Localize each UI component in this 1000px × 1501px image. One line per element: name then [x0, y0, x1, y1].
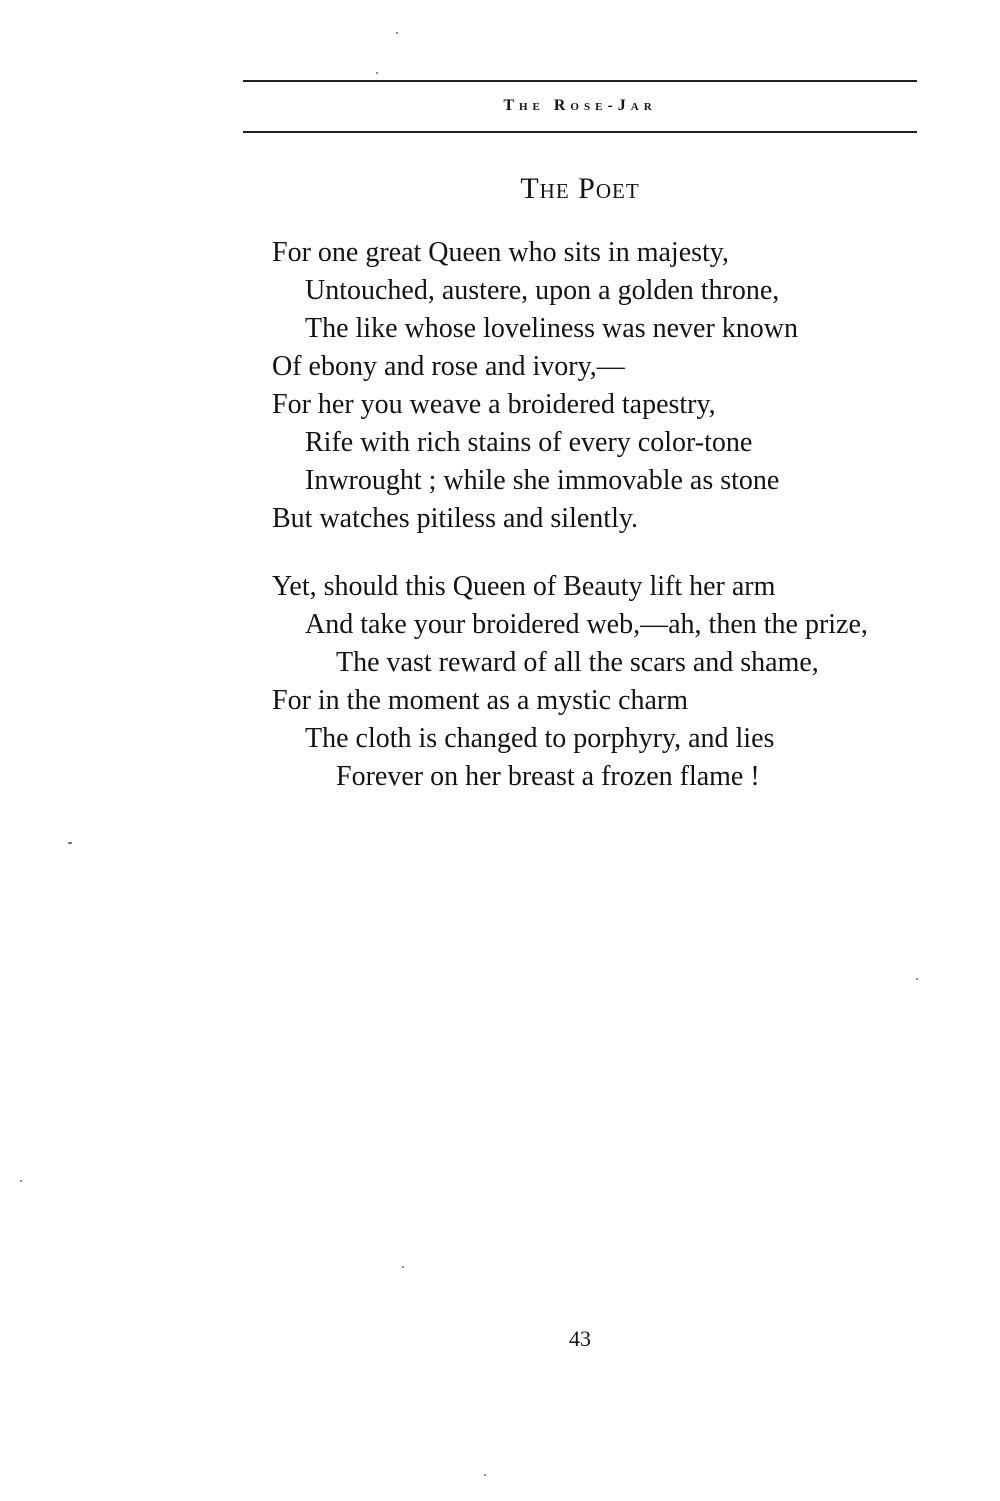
poem-line: For in the moment as a mystic charm	[272, 685, 689, 716]
poem-line: Of ebony and rose and ivory,—	[272, 351, 625, 382]
poem-body	[272, 234, 972, 796]
stanza-break	[272, 538, 972, 568]
poem-line: For her you weave a broidered tapestry,	[272, 389, 716, 420]
poem-line: The vast reward of all the scars and shame,	[336, 647, 819, 678]
poem-line: The like whose loveliness was never known	[305, 313, 798, 344]
stanza-2	[272, 568, 972, 796]
scan-speck	[484, 1474, 486, 1476]
stanza-1	[272, 234, 972, 538]
poem-line: But watches pitiless and silently.	[272, 503, 639, 534]
scan-speck	[402, 1266, 404, 1268]
scan-speck	[20, 1180, 22, 1182]
poem-line: Forever on her breast a frozen flame !	[336, 761, 760, 792]
scan-speck	[68, 842, 72, 844]
poem-title: The Poet	[520, 172, 640, 205]
header-rule-top	[243, 80, 917, 82]
poem-line: Rife with rich stains of every color-tone	[305, 427, 753, 458]
poem-line: And take your broidered web,—ah, then the prize,	[305, 609, 868, 640]
page-number: 43	[569, 1326, 591, 1351]
header-rule-bottom	[243, 131, 917, 133]
poem-line: Yet, should this Queen of Beauty lift her arm	[272, 571, 776, 602]
poem-line: Inwrought ; while she immovable as stone	[305, 465, 780, 496]
scan-speck	[396, 32, 398, 34]
poem-line: Untouched, austere, upon a golden throne,	[305, 275, 780, 306]
scan-speck	[916, 978, 918, 980]
scan-speck	[376, 72, 378, 74]
running-head: The Rose-Jar	[503, 97, 657, 114]
poem-line: For one great Queen who sits in majesty,	[272, 237, 729, 268]
poem-line: The cloth is changed to porphyry, and lies	[305, 723, 775, 754]
